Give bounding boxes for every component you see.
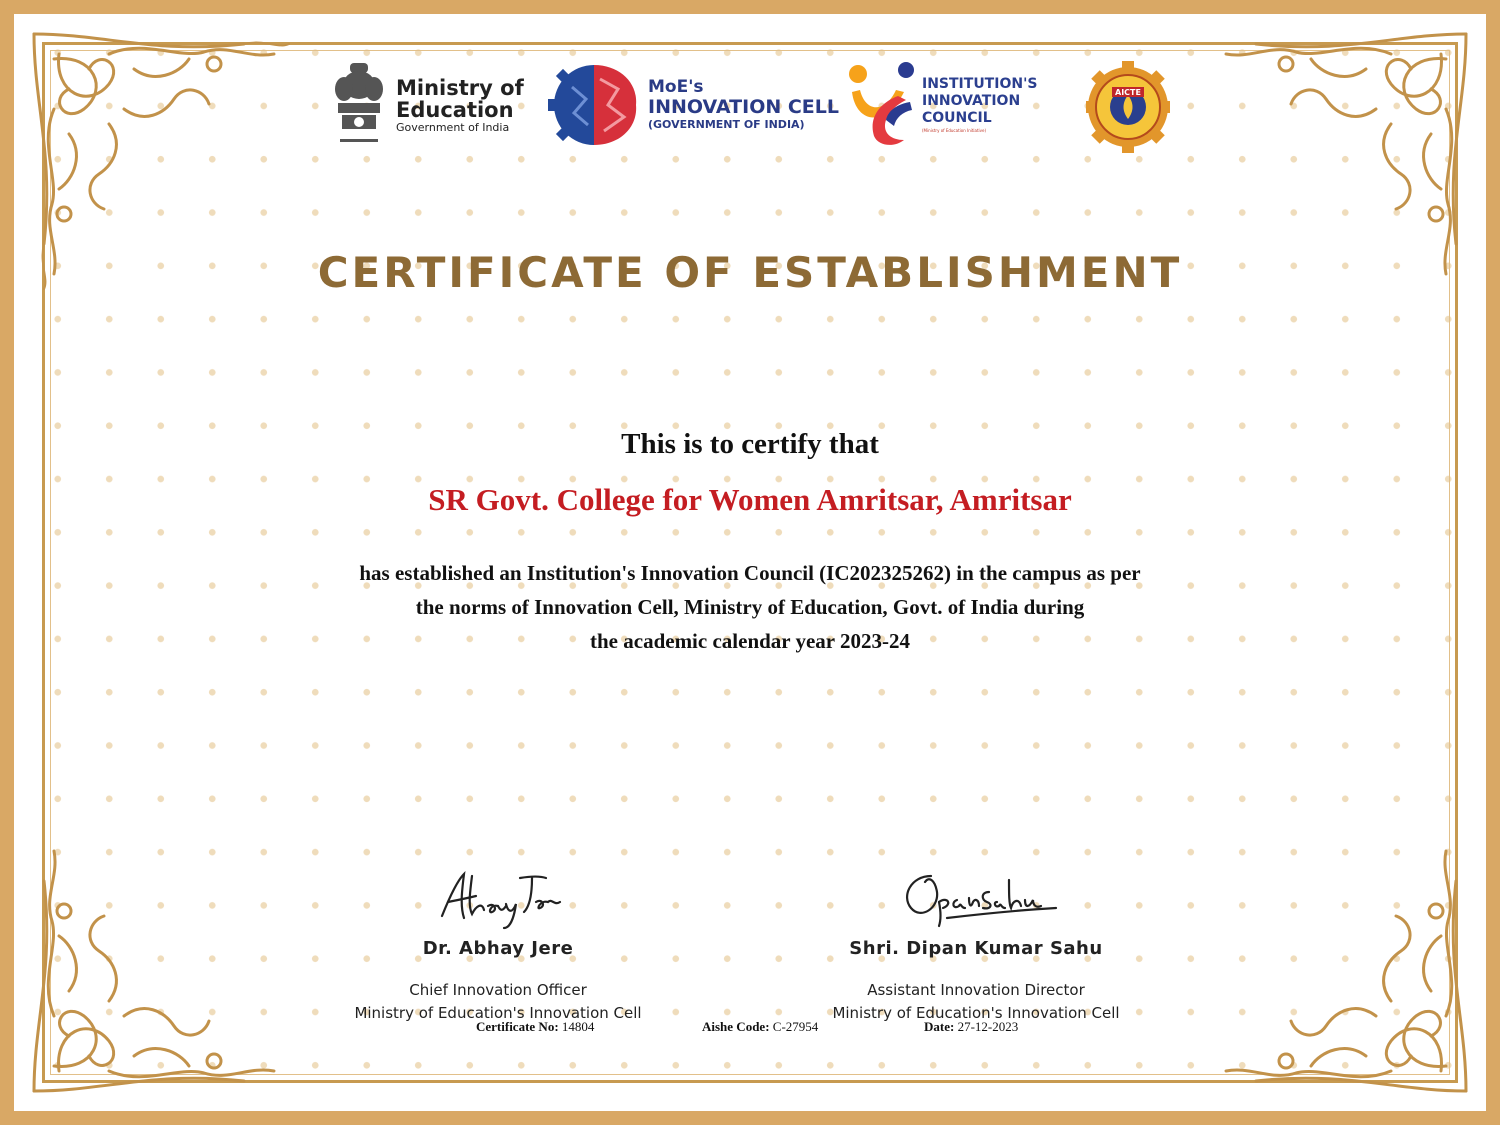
aicte-logo xyxy=(1086,57,1170,157)
certificate-number xyxy=(476,1019,594,1035)
aishe-code xyxy=(702,1019,818,1035)
iic-line4: (Ministry of Education Initiative) xyxy=(922,128,987,133)
body-line-2: the norms of Innovation Cell, Ministry of Education, Govt. of India during xyxy=(415,595,1085,619)
signatory-left-role: Chief Innovation Officer xyxy=(409,981,587,999)
signature-abhay-jere xyxy=(428,862,568,932)
certificate-date-value: 27-12-2023 xyxy=(957,1019,1019,1034)
innovation-cell-line1: MoE's xyxy=(648,77,704,97)
body-line-1: has established an Institution's Innovation Council (IC202325262) in the campus as per xyxy=(359,561,1141,585)
moe-logo xyxy=(330,55,524,155)
aicte-label: AICTE xyxy=(1115,88,1141,97)
signatory-right-org: Ministry of Education's Innovation Cell xyxy=(832,1004,1120,1022)
innovation-cell-logo xyxy=(548,55,839,155)
moe-line1: Ministry of xyxy=(396,75,524,100)
certificate-title: CERTIFICATE OF ESTABLISHMENT xyxy=(317,248,1183,297)
signatory-right-name: Shri. Dipan Kumar Sahu xyxy=(849,938,1103,959)
iic-line1: INSTITUTION'S xyxy=(922,76,1038,92)
certificate-body xyxy=(0,556,1500,658)
certificate-date xyxy=(924,1019,1018,1035)
signatory-left-name: Dr. Abhay Jere xyxy=(422,938,574,959)
moe-line2: Education xyxy=(396,97,514,122)
national-emblem-icon xyxy=(330,59,388,151)
iic-logo xyxy=(846,55,1037,155)
logo-row xyxy=(0,55,1500,165)
signature-dipan-sahu xyxy=(891,862,1061,932)
innovation-cell-line2: INNOVATION CELL xyxy=(648,96,839,118)
iic-figure-icon xyxy=(846,62,916,148)
aishe-code-value: C-27954 xyxy=(772,1019,819,1034)
signatory-left xyxy=(288,862,708,1025)
iic-line3: COUNCIL xyxy=(922,110,992,126)
certificate-number-label: Certificate No: xyxy=(476,1019,559,1034)
aishe-code-label: Aishe Code: xyxy=(702,1019,770,1034)
institution-name: SR Govt. College for Women Amritsar, Amritsar xyxy=(428,482,1072,517)
certify-text: This is to certify that xyxy=(621,428,879,460)
signatory-right xyxy=(766,862,1186,1025)
aicte-gear-icon xyxy=(1086,61,1170,153)
iic-line2: INNOVATION xyxy=(922,93,1021,109)
signatory-right-role: Assistant Innovation Director xyxy=(867,981,1085,999)
innovation-cell-line3: (GOVERNMENT OF INDIA) xyxy=(648,118,805,131)
body-line-3: the academic calendar year 2023-24 xyxy=(590,629,910,653)
corner-ornament-bottom-right xyxy=(1186,811,1486,1111)
corner-ornament-bottom-left xyxy=(14,811,314,1111)
signatory-left-org: Ministry of Education's Innovation Cell xyxy=(354,1004,642,1022)
certificate-number-value: 14804 xyxy=(561,1019,595,1034)
moe-line3: Government of India xyxy=(396,120,510,134)
brain-gear-icon xyxy=(548,59,640,151)
certificate-date-label: Date: xyxy=(924,1019,955,1034)
